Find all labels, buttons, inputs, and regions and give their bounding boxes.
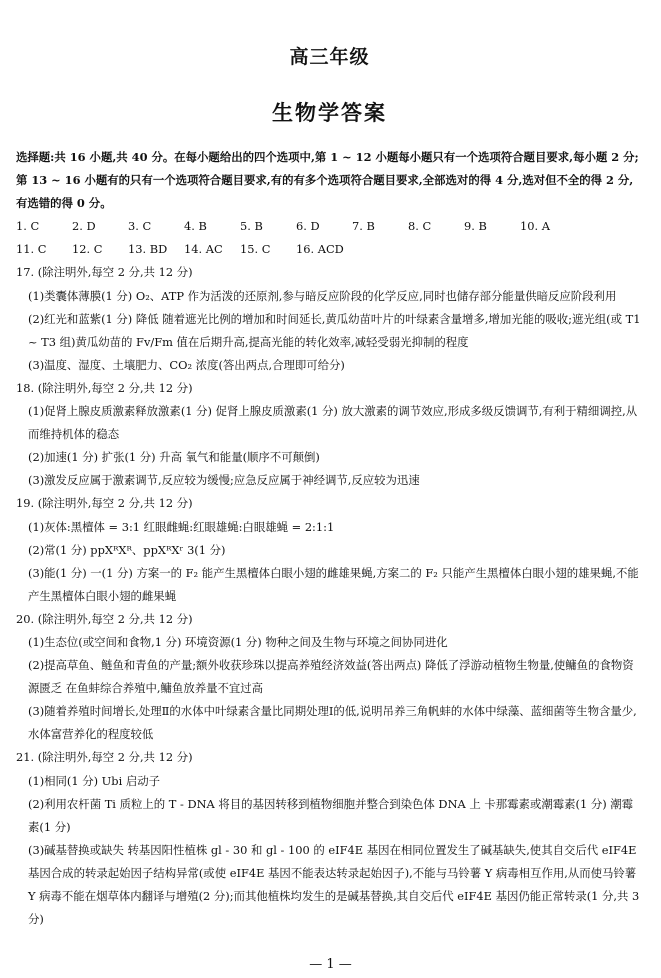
page-title: 生物学答案 bbox=[272, 100, 387, 125]
mc-answer: 3. C bbox=[128, 219, 152, 234]
mc-answer: 6. D bbox=[296, 219, 320, 234]
mc-answers-row-1 bbox=[16, 215, 643, 238]
mc-answers-row-2 bbox=[16, 238, 643, 261]
question-17-part-2: (2)红光和蓝紫(1 分) 降低 随着遮光比例的增加和时间延长,黄瓜幼苗叶片的叶绿素含量增多,增加光能的吸收;遮光组(或 T1 ~ T3 组)黄瓜幼苗的 Fv/Fm 值在后期升高,提高光能的转化效率,减轻受弱光抑制的程度 bbox=[28, 311, 641, 349]
mc-answer: 4. B bbox=[184, 219, 207, 234]
mc-answer: 12. C bbox=[72, 242, 103, 257]
mc-answer: 9. B bbox=[464, 219, 487, 234]
question-20-part-2: (2)提高草鱼、鲢鱼和青鱼的产量;额外收获珍珠以提高养殖经济效益(答出两点) 降低了浮游动植物生物量,使鳙鱼的食物资源匮乏 在鱼蚌综合养殖中,鳙鱼放养量不宜过高 bbox=[28, 658, 634, 696]
question-21-part-2: (2)利用农杆菌 Ti 质粒上的 T - DNA 将目的基因转移到植物细胞并整合到染色体 DNA 上 卡那霉素或潮霉素(1 分) 潮霉素(1 分) bbox=[28, 796, 634, 834]
question-17-part-1: (1)类囊体薄膜(1 分) O₂、ATP 作为活泼的还原剂,参与暗反应阶段的化学反应,同时也储存部分能量供暗反应阶段利用 bbox=[28, 288, 617, 303]
page-number: — 1 — bbox=[309, 957, 352, 972]
question-18-part-2: (2)加速(1 分) 扩张(1 分) 升高 氧气和能量(顺序不可颠倒) bbox=[28, 450, 320, 465]
mc-answer: 1. C bbox=[16, 219, 40, 234]
question-19-part-1: (1)灰体:黑檀体 = 3:1 红眼雌蝇:红眼雄蝇:白眼雄蝇 = 2:1:1 bbox=[28, 519, 335, 534]
mc-answer: 5. B bbox=[240, 219, 263, 234]
question-17-heading: 17. (除注明外,每空 2 分,共 12 分) bbox=[16, 265, 193, 280]
question-21-part-3: (3)碱基替换或缺失 转基因阳性植株 gl - 30 和 gl - 100 的 eIF4E 基因在相同位置发生了碱基缺失,使其自交后代 eIF4E 基因合成的转录起始因子结构异常(或使 eIF4E 基因不能表达转录起始因子),不能与马铃薯 Y 病毒相互作用,从而使马铃薯 Y 病毒不能在烟草体内翻译与增殖(2 分);而其他植株均发生的是碱基替换,其自交后代 eIF4E 基因仍能正常转录(1 分,共 3 分) bbox=[28, 842, 640, 927]
grade-heading: 高三年级 bbox=[289, 46, 370, 68]
question-18-heading: 18. (除注明外,每空 2 分,共 12 分) bbox=[16, 380, 193, 395]
mc-instructions: 选择题:共 16 小题,共 40 分。在每小题给出的四个选项中,第 1 ~ 12 小题每小题只有一个选项符合题目要求,每小题 2 分;第 13 ~ 16 小题有的只有一个选项符合题目要求,有的有多个选项符合题目要求,全部选对的得 4 分,选对但不全的得 2 分,有选错的得 0 分。 bbox=[16, 150, 639, 211]
question-20-part-3: (3)随着养殖时间增长,处理Ⅱ的水体中叶绿素含量比同期处理Ⅰ的低,说明吊养三角帆蚌的水体中绿藻、蓝细菌等生物含量少,水体富营养化的程度较低 bbox=[28, 704, 637, 742]
mc-answer: 14. AC bbox=[184, 242, 223, 257]
mc-answer: 11. C bbox=[16, 242, 47, 257]
question-18-part-3: (3)激发反应属于激素调节,反应较为缓慢;应急反应属于神经调节,反应较为迅速 bbox=[28, 473, 420, 488]
question-21-part-1: (1)相同(1 分) Ubi 启动子 bbox=[28, 773, 161, 788]
question-17-part-3: (3)温度、湿度、土壤肥力、CO₂ 浓度(答出两点,合理即可给分) bbox=[28, 357, 345, 372]
question-20-heading: 20. (除注明外,每空 2 分,共 12 分) bbox=[16, 611, 193, 626]
answer-content bbox=[16, 146, 643, 931]
question-21-heading: 21. (除注明外,每空 2 分,共 12 分) bbox=[16, 750, 193, 765]
mc-answer: 15. C bbox=[240, 242, 271, 257]
question-19-part-2: (2)常(1 分) ppXᴿXᴿ、ppXᴿXʳ 3(1 分) bbox=[28, 542, 226, 557]
mc-answer: 16. ACD bbox=[296, 242, 344, 257]
mc-answer: 13. BD bbox=[128, 242, 168, 257]
question-19-heading: 19. (除注明外,每空 2 分,共 12 分) bbox=[16, 496, 193, 511]
mc-answer: 10. A bbox=[520, 219, 550, 234]
question-18-part-1: (1)促肾上腺皮质激素释放激素(1 分) 促肾上腺皮质激素(1 分) 放大激素的调节效应,形成多级反馈调节,有利于精细调控,从而维持机体的稳态 bbox=[28, 404, 638, 442]
mc-answer: 7. B bbox=[352, 219, 375, 234]
mc-answer: 8. C bbox=[408, 219, 432, 234]
question-19-part-3: (3)能(1 分) 一(1 分) 方案一的 F₂ 能产生黑檀体白眼小翅的雌雄果蝇,方案二的 F₂ 只能产生黑檀体白眼小翅的雄果蝇,不能产生黑檀体白眼小翅的雌果蝇 bbox=[28, 565, 639, 603]
mc-answer: 2. D bbox=[72, 219, 96, 234]
question-20-part-1: (1)生态位(或空间和食物,1 分) 环境资源(1 分) 物种之间及生物与环境之间协同进化 bbox=[28, 634, 448, 649]
